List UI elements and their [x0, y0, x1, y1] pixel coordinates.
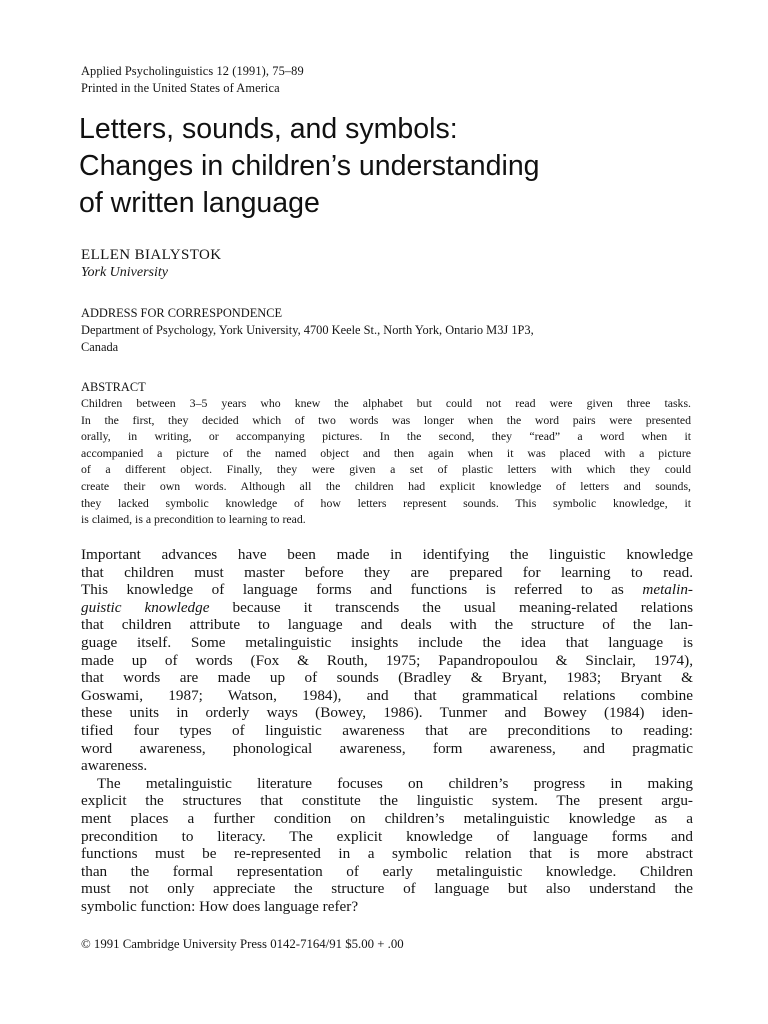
body-fragment: This knowledge of language forms and functions is referred to as	[81, 581, 643, 599]
body-line: than the formal representation of early metalinguistic knowledge. Children	[81, 862, 693, 880]
abstract-line: create their own words. Although all the children had explicit knowledge of letters and sounds,	[81, 478, 691, 493]
correspondence-address	[81, 322, 701, 356]
author-affiliation: York University	[81, 265, 168, 280]
body-line	[81, 581, 693, 599]
abstract-line: they lacked symbolic knowledge of how letters represent sounds. This symbolic knowledge, it	[81, 495, 691, 510]
abstract-line: orally, in writing, or accompanying pictures. In the second, they “read” a word when it	[81, 429, 691, 444]
abstract-text	[81, 395, 691, 528]
copyright-notice: © 1991 Cambridge University Press 0142-7164/91 $5.00 + .00	[81, 937, 404, 951]
journal-citation: Applied Psycholinguistics 12 (1991), 75–89	[81, 64, 304, 78]
body-line: Important advances have been made in identifying the linguistic knowledge	[81, 546, 693, 563]
title-line: of written language	[79, 187, 320, 219]
body-line: awareness.	[81, 757, 148, 775]
body-line	[81, 599, 693, 617]
body-line: word awareness, phonological awareness, form awareness, and pragmatic	[81, 739, 693, 757]
address-line: Department of Psychology, York University, 4700 Keele St., North York, Ontario M3J 1P3,	[81, 323, 534, 337]
abstract-line: of a different object. Finally, they were given a set of plastic letters with which they could	[81, 462, 691, 477]
body-line: ment places a further condition on children’s metalinguistic knowledge as a	[81, 809, 693, 827]
body-line: made up of words (Fox & Routh, 1975; Papandropoulou & Sinclair, 1974),	[81, 651, 693, 669]
body-line: precondition to literacy. The explicit knowledge of language forms and	[81, 827, 693, 845]
abstract-line: is claimed, is a precondition to learning to read.	[81, 512, 306, 527]
abstract-heading: ABSTRACT	[81, 380, 146, 394]
abstract-line: In the first, they decided which of two words was longer when the word pairs were presented	[81, 412, 691, 427]
printed-note: Printed in the United States of America	[81, 80, 280, 95]
abstract-line: accompanied a picture of the named object and then again when it was placed with a picture	[81, 445, 691, 460]
body-line: that children attribute to language and deals with the structure of the lan-	[81, 616, 693, 634]
body-line: Goswami, 1987; Watson, 1984), and that grammatical relations combine	[81, 686, 693, 704]
body-line: these units in orderly ways (Bowey, 1986). Tunmer and Bowey (1984) iden-	[81, 704, 693, 722]
abstract-line: Children between 3–5 years who knew the alphabet but could not read were given three tasks.	[81, 396, 691, 410]
article-title	[79, 111, 719, 222]
author-name: ELLEN BIALYSTOK	[81, 247, 222, 263]
title-line: Changes in children’s understanding	[79, 150, 540, 182]
body-line: must not only appreciate the structure of language but also understand the	[81, 880, 693, 898]
address-line: Canada	[81, 340, 119, 354]
body-line: symbolic function: How does language refer?	[81, 897, 359, 915]
body-text	[81, 546, 693, 915]
italic-term: metalin-	[642, 581, 693, 599]
body-line: guage itself. Some metalinguistic insights include the idea that language is	[81, 633, 693, 651]
body-line: that words are made up of sounds (Bradley & Bryant, 1983; Bryant &	[81, 669, 693, 687]
italic-term: guistic knowledge	[81, 598, 210, 616]
title-line: Letters, sounds, and symbols:	[79, 113, 458, 145]
journal-header	[81, 63, 701, 96]
correspondence-heading: ADDRESS FOR CORRESPONDENCE	[81, 306, 283, 320]
body-line: tified four types of linguistic awareness that are preconditions to reading:	[81, 721, 693, 739]
body-line: functions must be re-represented in a symbolic relation that is more abstract	[81, 845, 693, 863]
body-fragment: because it transcends the usual meaning-related relations	[209, 598, 693, 616]
body-line: The metalinguistic literature focuses on children’s progress in making	[97, 774, 693, 792]
body-line: that children must master before they are prepared for learning to read.	[81, 563, 693, 581]
body-line: explicit the structures that constitute the linguistic system. The present argu-	[81, 792, 693, 810]
